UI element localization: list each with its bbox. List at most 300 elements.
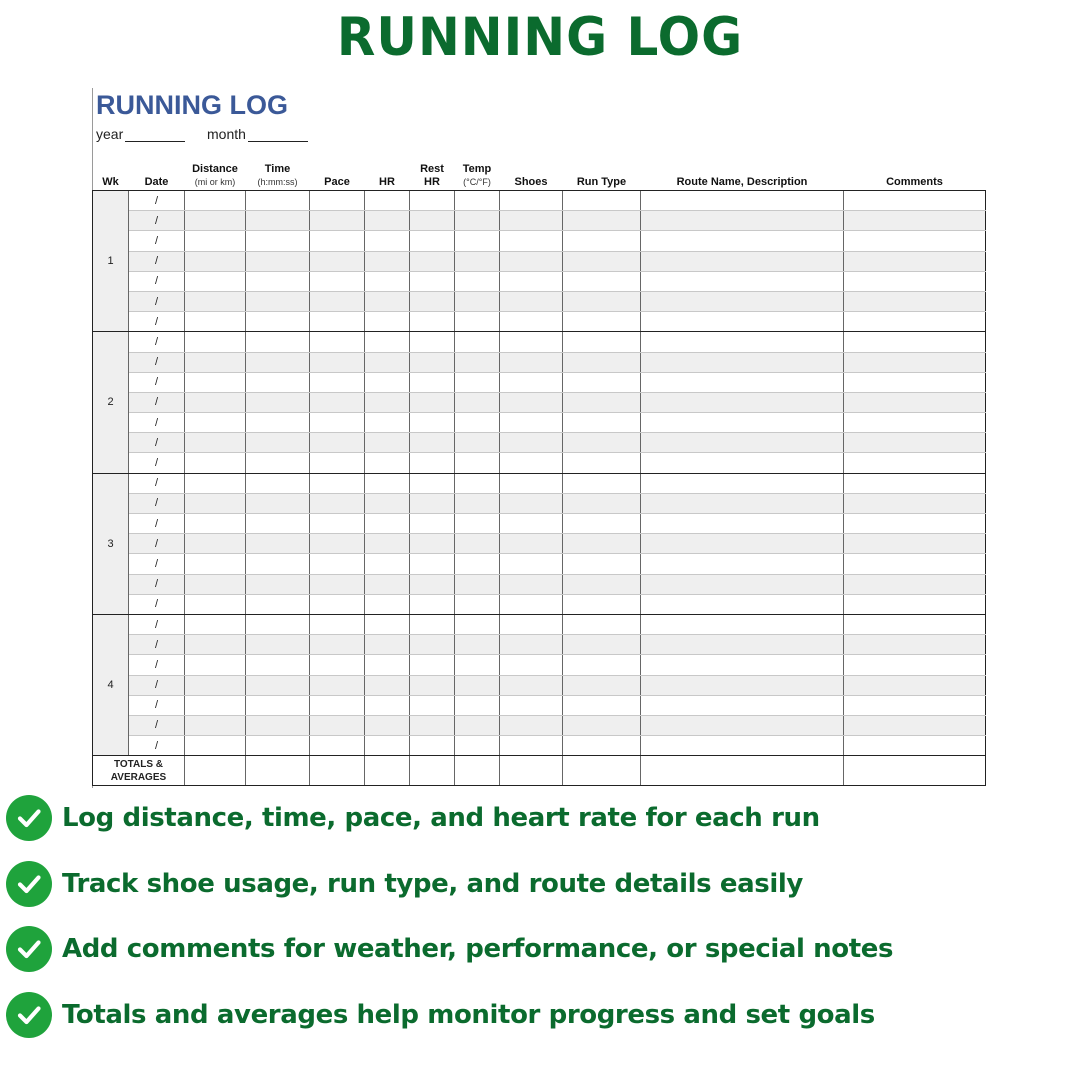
route-cell[interactable] [641, 392, 844, 412]
route-cell[interactable] [641, 413, 844, 433]
comments-cell[interactable] [844, 695, 986, 715]
date-cell[interactable]: / [129, 413, 185, 433]
date-cell[interactable]: / [129, 574, 185, 594]
distance-cell[interactable] [185, 251, 246, 271]
distance-cell[interactable] [185, 534, 246, 554]
resthr-cell[interactable] [410, 332, 455, 352]
runtype-cell[interactable] [563, 231, 641, 251]
pace-cell[interactable] [310, 736, 365, 756]
comments-cell[interactable] [844, 453, 986, 473]
comments-cell[interactable] [844, 312, 986, 332]
hr-cell[interactable] [365, 534, 410, 554]
distance-cell[interactable] [185, 493, 246, 513]
runtype-cell[interactable] [563, 372, 641, 392]
runtype-cell[interactable] [563, 291, 641, 311]
temp-cell[interactable] [455, 352, 500, 372]
runtype-cell[interactable] [563, 695, 641, 715]
hr-cell[interactable] [365, 574, 410, 594]
comments-total-cell[interactable] [844, 756, 986, 786]
distance-cell[interactable] [185, 473, 246, 493]
shoes-cell[interactable] [500, 635, 563, 655]
temp-cell[interactable] [455, 433, 500, 453]
comments-cell[interactable] [844, 291, 986, 311]
route-cell[interactable] [641, 453, 844, 473]
temp-cell[interactable] [455, 332, 500, 352]
route-cell[interactable] [641, 473, 844, 493]
date-cell[interactable]: / [129, 635, 185, 655]
date-cell[interactable]: / [129, 211, 185, 231]
time-cell[interactable] [246, 655, 310, 675]
time-cell[interactable] [246, 312, 310, 332]
hr-cell[interactable] [365, 413, 410, 433]
resthr-cell[interactable] [410, 312, 455, 332]
time-cell[interactable] [246, 392, 310, 412]
hr-cell[interactable] [365, 514, 410, 534]
resthr-cell[interactable] [410, 191, 455, 211]
time-cell[interactable] [246, 291, 310, 311]
time-cell[interactable] [246, 413, 310, 433]
shoes-cell[interactable] [500, 352, 563, 372]
resthr-total-cell[interactable] [410, 756, 455, 786]
route-cell[interactable] [641, 534, 844, 554]
time-cell[interactable] [246, 614, 310, 634]
hr-cell[interactable] [365, 433, 410, 453]
shoes-cell[interactable] [500, 291, 563, 311]
distance-cell[interactable] [185, 514, 246, 534]
resthr-cell[interactable] [410, 453, 455, 473]
shoes-cell[interactable] [500, 271, 563, 291]
shoes-cell[interactable] [500, 493, 563, 513]
time-cell[interactable] [246, 736, 310, 756]
shoes-cell[interactable] [500, 312, 563, 332]
route-cell[interactable] [641, 191, 844, 211]
hr-cell[interactable] [365, 191, 410, 211]
comments-cell[interactable] [844, 715, 986, 735]
resthr-cell[interactable] [410, 211, 455, 231]
time-cell[interactable] [246, 372, 310, 392]
comments-cell[interactable] [844, 574, 986, 594]
route-cell[interactable] [641, 594, 844, 614]
pace-cell[interactable] [310, 695, 365, 715]
shoes-cell[interactable] [500, 736, 563, 756]
pace-cell[interactable] [310, 635, 365, 655]
shoes-cell[interactable] [500, 554, 563, 574]
date-cell[interactable]: / [129, 736, 185, 756]
resthr-cell[interactable] [410, 534, 455, 554]
distance-total-cell[interactable] [185, 756, 246, 786]
resthr-cell[interactable] [410, 675, 455, 695]
runtype-total-cell[interactable] [563, 756, 641, 786]
hr-cell[interactable] [365, 352, 410, 372]
temp-cell[interactable] [455, 312, 500, 332]
runtype-cell[interactable] [563, 312, 641, 332]
resthr-cell[interactable] [410, 372, 455, 392]
hr-cell[interactable] [365, 594, 410, 614]
date-cell[interactable]: / [129, 372, 185, 392]
pace-cell[interactable] [310, 413, 365, 433]
route-total-cell[interactable] [641, 756, 844, 786]
temp-cell[interactable] [455, 554, 500, 574]
comments-cell[interactable] [844, 736, 986, 756]
hr-cell[interactable] [365, 736, 410, 756]
route-cell[interactable] [641, 695, 844, 715]
temp-cell[interactable] [455, 675, 500, 695]
hr-cell[interactable] [365, 312, 410, 332]
shoes-cell[interactable] [500, 392, 563, 412]
distance-cell[interactable] [185, 413, 246, 433]
temp-cell[interactable] [455, 413, 500, 433]
hr-cell[interactable] [365, 231, 410, 251]
resthr-cell[interactable] [410, 635, 455, 655]
time-cell[interactable] [246, 453, 310, 473]
comments-cell[interactable] [844, 635, 986, 655]
distance-cell[interactable] [185, 554, 246, 574]
date-cell[interactable]: / [129, 453, 185, 473]
distance-cell[interactable] [185, 191, 246, 211]
hr-cell[interactable] [365, 635, 410, 655]
route-cell[interactable] [641, 635, 844, 655]
hr-total-cell[interactable] [365, 756, 410, 786]
shoes-cell[interactable] [500, 413, 563, 433]
shoes-cell[interactable] [500, 514, 563, 534]
date-cell[interactable]: / [129, 614, 185, 634]
temp-total-cell[interactable] [455, 756, 500, 786]
pace-cell[interactable] [310, 352, 365, 372]
comments-cell[interactable] [844, 231, 986, 251]
pace-cell[interactable] [310, 191, 365, 211]
comments-cell[interactable] [844, 473, 986, 493]
time-cell[interactable] [246, 352, 310, 372]
shoes-cell[interactable] [500, 433, 563, 453]
shoes-cell[interactable] [500, 715, 563, 735]
resthr-cell[interactable] [410, 433, 455, 453]
time-cell[interactable] [246, 715, 310, 735]
time-cell[interactable] [246, 332, 310, 352]
temp-cell[interactable] [455, 392, 500, 412]
shoes-cell[interactable] [500, 251, 563, 271]
distance-cell[interactable] [185, 392, 246, 412]
comments-cell[interactable] [844, 332, 986, 352]
hr-cell[interactable] [365, 655, 410, 675]
temp-cell[interactable] [455, 291, 500, 311]
resthr-cell[interactable] [410, 554, 455, 574]
temp-cell[interactable] [455, 493, 500, 513]
distance-cell[interactable] [185, 715, 246, 735]
route-cell[interactable] [641, 574, 844, 594]
date-cell[interactable]: / [129, 291, 185, 311]
runtype-cell[interactable] [563, 453, 641, 473]
route-cell[interactable] [641, 715, 844, 735]
pace-cell[interactable] [310, 534, 365, 554]
runtype-cell[interactable] [563, 514, 641, 534]
shoes-cell[interactable] [500, 231, 563, 251]
distance-cell[interactable] [185, 695, 246, 715]
time-cell[interactable] [246, 473, 310, 493]
distance-cell[interactable] [185, 352, 246, 372]
date-cell[interactable]: / [129, 554, 185, 574]
date-cell[interactable]: / [129, 312, 185, 332]
runtype-cell[interactable] [563, 655, 641, 675]
shoes-cell[interactable] [500, 695, 563, 715]
temp-cell[interactable] [455, 251, 500, 271]
temp-cell[interactable] [455, 473, 500, 493]
shoes-cell[interactable] [500, 453, 563, 473]
hr-cell[interactable] [365, 211, 410, 231]
temp-cell[interactable] [455, 211, 500, 231]
runtype-cell[interactable] [563, 191, 641, 211]
time-cell[interactable] [246, 574, 310, 594]
resthr-cell[interactable] [410, 392, 455, 412]
runtype-cell[interactable] [563, 675, 641, 695]
runtype-cell[interactable] [563, 392, 641, 412]
date-cell[interactable]: / [129, 493, 185, 513]
resthr-cell[interactable] [410, 251, 455, 271]
comments-cell[interactable] [844, 413, 986, 433]
distance-cell[interactable] [185, 291, 246, 311]
hr-cell[interactable] [365, 493, 410, 513]
time-cell[interactable] [246, 191, 310, 211]
resthr-cell[interactable] [410, 231, 455, 251]
shoes-cell[interactable] [500, 473, 563, 493]
runtype-cell[interactable] [563, 413, 641, 433]
pace-cell[interactable] [310, 614, 365, 634]
temp-cell[interactable] [455, 574, 500, 594]
runtype-cell[interactable] [563, 594, 641, 614]
pace-cell[interactable] [310, 453, 365, 473]
distance-cell[interactable] [185, 211, 246, 231]
time-total-cell[interactable] [246, 756, 310, 786]
route-cell[interactable] [641, 372, 844, 392]
pace-cell[interactable] [310, 251, 365, 271]
comments-cell[interactable] [844, 271, 986, 291]
runtype-cell[interactable] [563, 635, 641, 655]
pace-cell[interactable] [310, 231, 365, 251]
distance-cell[interactable] [185, 614, 246, 634]
hr-cell[interactable] [365, 473, 410, 493]
pace-total-cell[interactable] [310, 756, 365, 786]
shoes-cell[interactable] [500, 191, 563, 211]
runtype-cell[interactable] [563, 332, 641, 352]
runtype-cell[interactable] [563, 554, 641, 574]
temp-cell[interactable] [455, 231, 500, 251]
time-cell[interactable] [246, 231, 310, 251]
date-cell[interactable]: / [129, 655, 185, 675]
resthr-cell[interactable] [410, 291, 455, 311]
month-field[interactable] [248, 127, 308, 142]
shoes-cell[interactable] [500, 675, 563, 695]
pace-cell[interactable] [310, 312, 365, 332]
route-cell[interactable] [641, 736, 844, 756]
temp-cell[interactable] [455, 191, 500, 211]
route-cell[interactable] [641, 614, 844, 634]
pace-cell[interactable] [310, 473, 365, 493]
distance-cell[interactable] [185, 675, 246, 695]
pace-cell[interactable] [310, 493, 365, 513]
resthr-cell[interactable] [410, 493, 455, 513]
date-cell[interactable]: / [129, 433, 185, 453]
runtype-cell[interactable] [563, 473, 641, 493]
temp-cell[interactable] [455, 655, 500, 675]
date-cell[interactable]: / [129, 715, 185, 735]
comments-cell[interactable] [844, 655, 986, 675]
resthr-cell[interactable] [410, 514, 455, 534]
hr-cell[interactable] [365, 372, 410, 392]
route-cell[interactable] [641, 655, 844, 675]
comments-cell[interactable] [844, 614, 986, 634]
pace-cell[interactable] [310, 392, 365, 412]
shoes-cell[interactable] [500, 332, 563, 352]
date-cell[interactable]: / [129, 352, 185, 372]
time-cell[interactable] [246, 493, 310, 513]
route-cell[interactable] [641, 493, 844, 513]
distance-cell[interactable] [185, 453, 246, 473]
distance-cell[interactable] [185, 655, 246, 675]
comments-cell[interactable] [844, 534, 986, 554]
hr-cell[interactable] [365, 554, 410, 574]
comments-cell[interactable] [844, 352, 986, 372]
year-field[interactable] [125, 127, 185, 142]
date-cell[interactable]: / [129, 332, 185, 352]
route-cell[interactable] [641, 554, 844, 574]
pace-cell[interactable] [310, 291, 365, 311]
temp-cell[interactable] [455, 453, 500, 473]
date-cell[interactable]: / [129, 594, 185, 614]
distance-cell[interactable] [185, 433, 246, 453]
runtype-cell[interactable] [563, 614, 641, 634]
comments-cell[interactable] [844, 594, 986, 614]
temp-cell[interactable] [455, 736, 500, 756]
hr-cell[interactable] [365, 271, 410, 291]
pace-cell[interactable] [310, 594, 365, 614]
distance-cell[interactable] [185, 574, 246, 594]
resthr-cell[interactable] [410, 413, 455, 433]
distance-cell[interactable] [185, 635, 246, 655]
runtype-cell[interactable] [563, 715, 641, 735]
temp-cell[interactable] [455, 715, 500, 735]
time-cell[interactable] [246, 271, 310, 291]
shoes-total-cell[interactable] [500, 756, 563, 786]
time-cell[interactable] [246, 554, 310, 574]
resthr-cell[interactable] [410, 352, 455, 372]
temp-cell[interactable] [455, 514, 500, 534]
distance-cell[interactable] [185, 231, 246, 251]
date-cell[interactable]: / [129, 251, 185, 271]
hr-cell[interactable] [365, 453, 410, 473]
runtype-cell[interactable] [563, 736, 641, 756]
shoes-cell[interactable] [500, 594, 563, 614]
runtype-cell[interactable] [563, 251, 641, 271]
distance-cell[interactable] [185, 594, 246, 614]
time-cell[interactable] [246, 594, 310, 614]
temp-cell[interactable] [455, 372, 500, 392]
resthr-cell[interactable] [410, 614, 455, 634]
temp-cell[interactable] [455, 695, 500, 715]
distance-cell[interactable] [185, 736, 246, 756]
time-cell[interactable] [246, 635, 310, 655]
runtype-cell[interactable] [563, 211, 641, 231]
pace-cell[interactable] [310, 675, 365, 695]
pace-cell[interactable] [310, 211, 365, 231]
route-cell[interactable] [641, 231, 844, 251]
temp-cell[interactable] [455, 594, 500, 614]
hr-cell[interactable] [365, 695, 410, 715]
shoes-cell[interactable] [500, 655, 563, 675]
temp-cell[interactable] [455, 614, 500, 634]
pace-cell[interactable] [310, 715, 365, 735]
date-cell[interactable]: / [129, 534, 185, 554]
shoes-cell[interactable] [500, 372, 563, 392]
pace-cell[interactable] [310, 332, 365, 352]
comments-cell[interactable] [844, 211, 986, 231]
date-cell[interactable]: / [129, 473, 185, 493]
pace-cell[interactable] [310, 655, 365, 675]
time-cell[interactable] [246, 251, 310, 271]
comments-cell[interactable] [844, 392, 986, 412]
hr-cell[interactable] [365, 392, 410, 412]
time-cell[interactable] [246, 534, 310, 554]
date-cell[interactable]: / [129, 271, 185, 291]
comments-cell[interactable] [844, 493, 986, 513]
hr-cell[interactable] [365, 715, 410, 735]
route-cell[interactable] [641, 312, 844, 332]
date-cell[interactable]: / [129, 695, 185, 715]
hr-cell[interactable] [365, 332, 410, 352]
hr-cell[interactable] [365, 675, 410, 695]
resthr-cell[interactable] [410, 271, 455, 291]
time-cell[interactable] [246, 433, 310, 453]
route-cell[interactable] [641, 514, 844, 534]
date-cell[interactable]: / [129, 191, 185, 211]
route-cell[interactable] [641, 675, 844, 695]
runtype-cell[interactable] [563, 534, 641, 554]
resthr-cell[interactable] [410, 655, 455, 675]
pace-cell[interactable] [310, 372, 365, 392]
resthr-cell[interactable] [410, 594, 455, 614]
comments-cell[interactable] [844, 675, 986, 695]
pace-cell[interactable] [310, 433, 365, 453]
date-cell[interactable]: / [129, 514, 185, 534]
comments-cell[interactable] [844, 191, 986, 211]
temp-cell[interactable] [455, 534, 500, 554]
route-cell[interactable] [641, 291, 844, 311]
time-cell[interactable] [246, 514, 310, 534]
route-cell[interactable] [641, 271, 844, 291]
route-cell[interactable] [641, 251, 844, 271]
date-cell[interactable]: / [129, 675, 185, 695]
date-cell[interactable]: / [129, 392, 185, 412]
runtype-cell[interactable] [563, 493, 641, 513]
route-cell[interactable] [641, 332, 844, 352]
runtype-cell[interactable] [563, 433, 641, 453]
route-cell[interactable] [641, 352, 844, 372]
resthr-cell[interactable] [410, 574, 455, 594]
distance-cell[interactable] [185, 312, 246, 332]
time-cell[interactable] [246, 211, 310, 231]
comments-cell[interactable] [844, 372, 986, 392]
comments-cell[interactable] [844, 554, 986, 574]
time-cell[interactable] [246, 675, 310, 695]
hr-cell[interactable] [365, 614, 410, 634]
resthr-cell[interactable] [410, 736, 455, 756]
temp-cell[interactable] [455, 635, 500, 655]
shoes-cell[interactable] [500, 534, 563, 554]
distance-cell[interactable] [185, 332, 246, 352]
pace-cell[interactable] [310, 514, 365, 534]
shoes-cell[interactable] [500, 574, 563, 594]
comments-cell[interactable] [844, 514, 986, 534]
distance-cell[interactable] [185, 372, 246, 392]
temp-cell[interactable] [455, 271, 500, 291]
